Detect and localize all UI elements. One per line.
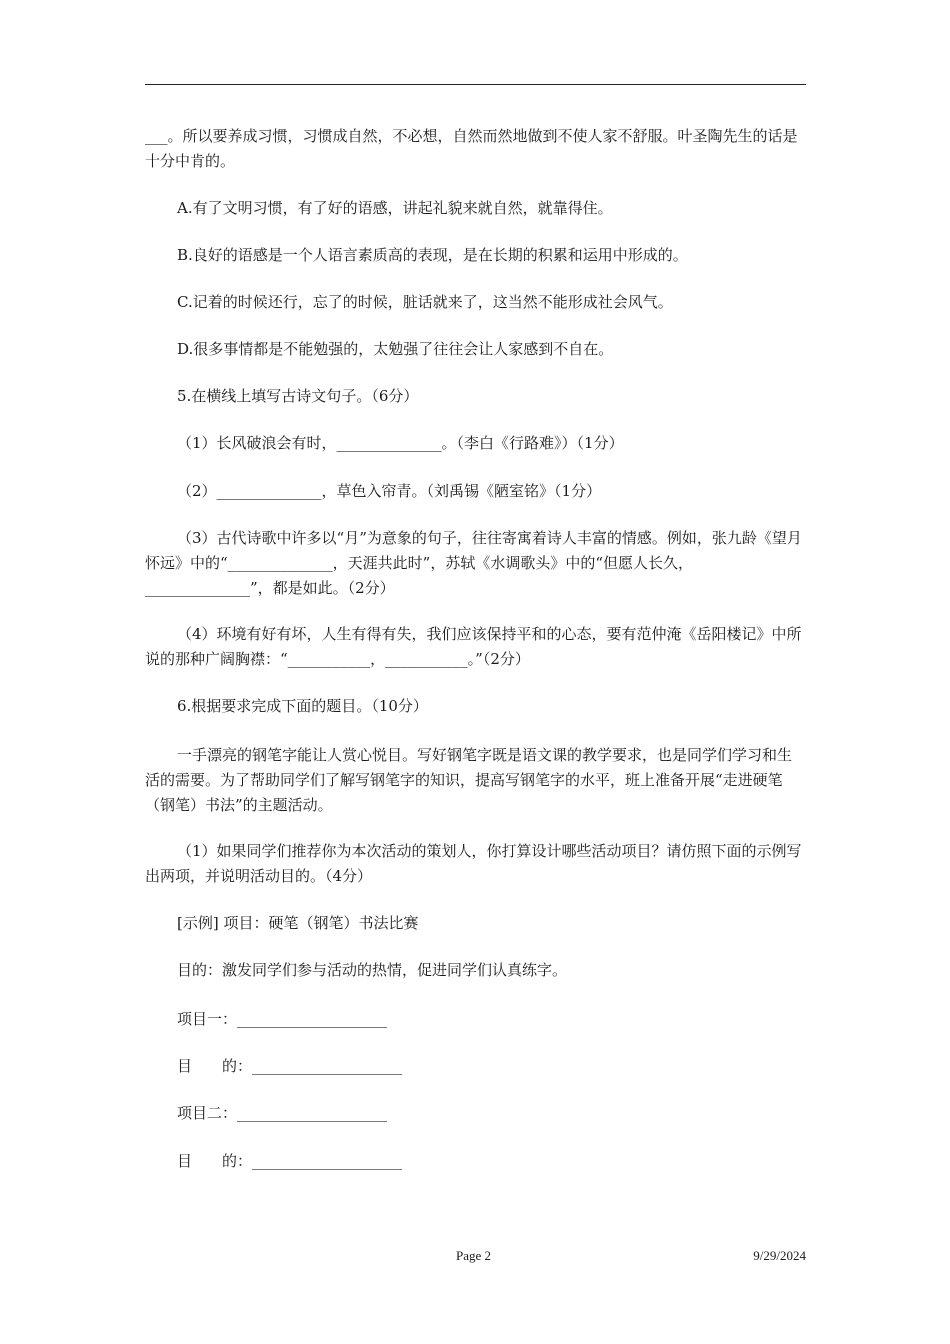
project-two-line: 项目二：____________________ (177, 1104, 388, 1122)
option-a: A.有了文明习惯，有了好的语感，讲起礼貌来就自然，就靠得住。 (177, 199, 613, 217)
question-6-intro: 一手漂亮的钢笔字能让人赏心悦目。写好钢笔字既是语文课的教学要求，也是同学们学习和生活的需要。为了帮助同学们了解写钢笔字的知识，提高写钢笔字的水平，班上准备开展“走进硬笔（钢笔）书法”的主题活动。 (145, 746, 793, 814)
example-purpose: 目的：激发同学们参与活动的热情，促进同学们认真练字。 (177, 961, 568, 979)
paragraph-continuation: ___。所以要养成习惯，习惯成自然，不必想，自然而然地做到不使人家不舒服。叶圣陶先生的话是十分中肯的。 (145, 127, 798, 170)
question-5-title: 5.在横线上填写古诗文句子。（6分） (177, 387, 419, 405)
question-6-item-1: （1）如果同学们推荐你为本次活动的策划人，你打算设计哪些活动项目？请仿照下面的示例写出两项，并说明活动目的。（4分） (145, 842, 802, 885)
page-number: Page 2 (456, 1248, 492, 1263)
page-date: 9/29/2024 (753, 1248, 806, 1263)
option-b: B.良好的语感是一个人语言素质高的表现，是在长期的积累和运用中形成的。 (177, 246, 688, 264)
purpose-two-line: 目 的：____________________ (177, 1152, 403, 1170)
project-one-line: 项目一：____________________ (177, 1010, 388, 1028)
example-project: [示例] 项目：硬笔（钢笔）书法比赛 (177, 914, 419, 932)
question-5-item-1: （1）长风破浪会有时，______________。（李白《行路难》）（1分） (177, 434, 624, 452)
question-5-item-3: （3）古代诗歌中许多以“月”为意象的句子，往往寄寓着诗人丰富的情感。例如，张九龄《望月怀远》中的“______________，天涯共此时”，苏轼《水调歌头》中的“但愿人长久，______________”，都是如此。（2分） (145, 529, 802, 597)
purpose-one-line: 目 的：____________________ (177, 1057, 403, 1075)
question-5-item-2: （2）______________，草色入帘青。（刘禹锡《陋室铭》（1分） (177, 482, 602, 500)
header-rule (145, 84, 806, 85)
question-6-title: 6.根据要求完成下面的题目。（10分） (177, 697, 428, 715)
option-c: C.记着的时候还行，忘了的时候，脏话就来了，这当然不能形成社会风气。 (177, 293, 673, 311)
option-d: D.很多事情都是不能勉强的，太勉强了往往会让人家感到不自在。 (177, 340, 614, 358)
question-5-item-4: （4）环境有好有坏，人生有得有失，我们应该保持平和的心态，要有范仲淹《岳阳楼记》中所说的那种广阔胸襟：“___________，___________。”（2分） (145, 625, 802, 668)
